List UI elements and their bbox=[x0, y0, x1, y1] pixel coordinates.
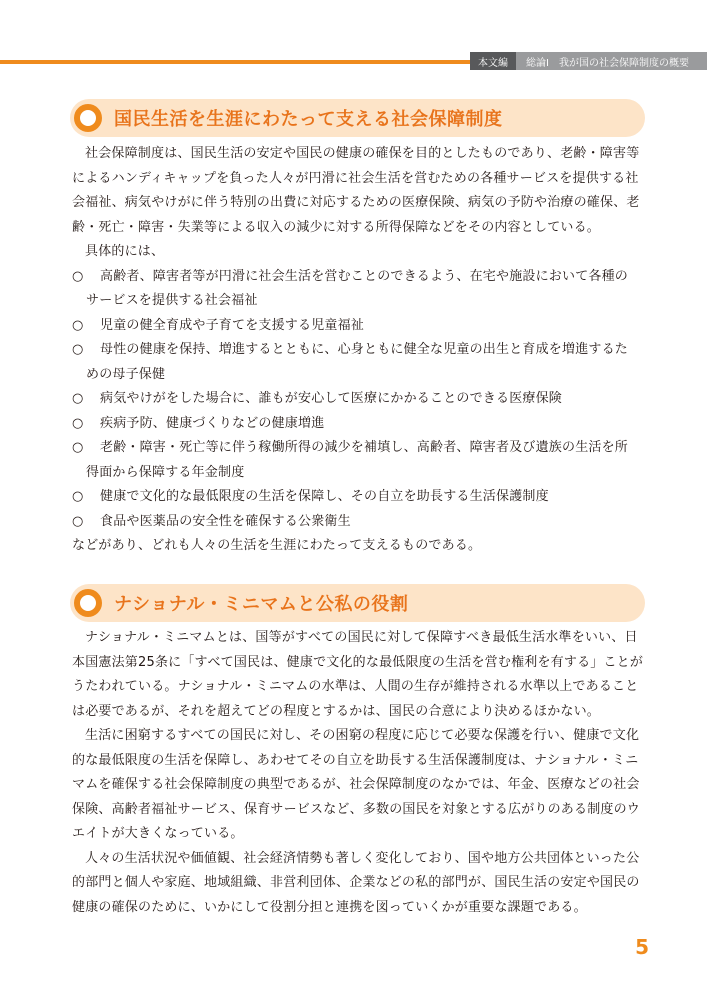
section-title: 国民生活を生涯にわたって支える社会保障制度 bbox=[114, 109, 503, 130]
circle-bullet-icon: ○ bbox=[72, 268, 84, 284]
running-header bbox=[470, 52, 707, 70]
closing-paragraph: などがあり、どれも人々の生活を生涯にわたって支えるものである。 bbox=[72, 538, 482, 553]
body-paragraph: 生活に困窮するすべての国民に対し、その困窮の程度に応じて必要な保護を行い、健康で文化的な最低限度の生活を保障し、あわせてその自立を助長する生活保護制度は、ナショナル・ミニマムを確保する社会保障制度の典型であるが、社会保障制度のなかでは、年金、医療などの社会保険、高齢者福祉サービス、保育サービスなど、多数の国民を対象とする広がりのある制度のウエイトが大きくなっている。 bbox=[72, 728, 640, 841]
circle-bullet-icon: ○ bbox=[72, 513, 84, 529]
circle-bullet-icon: ○ bbox=[72, 440, 84, 455]
list-item bbox=[72, 485, 644, 510]
list-item-text: 高齢者、障害者等が円滑に社会生活を営むことのできるよう、在宅や施設において各種の bbox=[100, 268, 629, 284]
list-item bbox=[72, 510, 644, 535]
section-heading-social-security bbox=[70, 99, 645, 137]
list-item bbox=[72, 436, 644, 461]
intro-paragraph: 社会保障制度は、国民生活の安定や国民の健康の確保を目的としたものであり、老齢・障害等によるハンディキャップを負った人々が円滑に社会生活を営むための各種サービスを提供する社会福祉、病気やけがに伴う特別の出費に対応するための医療保険、病気の予防や治療の確保、老齢・死亡・障害・失業等による収入の減少に対する所得保障などをその内容としている。 bbox=[72, 146, 640, 235]
list-item bbox=[72, 412, 644, 437]
circle-bullet-icon: ○ bbox=[72, 391, 84, 406]
list-item-text: 食品や医薬品の安全性を確保する公衆衛生 bbox=[100, 513, 351, 529]
orange-ring-icon bbox=[74, 589, 102, 617]
body-paragraph: 人々の生活状況や価値観、社会経済情勢も著しく変化しており、国や地方公共団体といった公的部門と個人や家庭、地域組織、非営利団体、企業などの私的部門が、国民生活の安定や国民の健康の確保のために、いかにして役割分担と連携を図っていくかが重要な課題である。 bbox=[72, 850, 640, 915]
lead-text: 具体的には、 bbox=[85, 244, 165, 259]
list-item-continuation: めの母子保健 bbox=[86, 366, 166, 382]
header-tab-main: 本文編 bbox=[470, 52, 516, 70]
circle-bullet-icon: ○ bbox=[72, 415, 84, 431]
list-item bbox=[72, 314, 644, 339]
list-item bbox=[72, 387, 644, 412]
list-item-text: 病気やけがをした場合に、誰もが安心して医療にかかることのできる医療保険 bbox=[100, 391, 563, 406]
list-item-text: 児童の健全育成や子育てを支援する児童福祉 bbox=[100, 317, 365, 333]
section-title: ナショナル・ミニマムと公私の役割 bbox=[114, 594, 409, 615]
section-heading-national-minimum bbox=[70, 584, 645, 622]
list-item-text: 健康で文化的な最低限度の生活を保障し、その自立を助長する生活保護制度 bbox=[100, 489, 549, 504]
list-item-text: 母性の健康を保持、増進するとともに、心身ともに健全な児童の出生と育成を増進するた bbox=[100, 342, 629, 357]
circle-bullet-icon: ○ bbox=[72, 342, 84, 357]
list-item-continuation: 得面から保障する年金制度 bbox=[86, 464, 245, 480]
list-item-text: 老齢・障害・死亡等に伴う稼働所得の減少を補填し、高齢者、障害者及び遺族の生活を所 bbox=[100, 440, 629, 455]
list-item-continuation: サービスを提供する社会福祉 bbox=[86, 293, 258, 308]
circle-bullet-icon: ○ bbox=[72, 489, 84, 504]
circle-bullet-icon: ○ bbox=[72, 317, 84, 333]
page-number: 5 bbox=[635, 935, 649, 959]
section-body-social-security bbox=[72, 142, 644, 559]
orange-ring-icon bbox=[74, 104, 102, 132]
header-tab-chapter: 総論Ⅰ 我が国の社会保障制度の概要 bbox=[516, 52, 707, 70]
list-item-text: 疾病予防、健康づくりなどの健康増進 bbox=[100, 415, 325, 431]
section-body-national-minimum bbox=[72, 626, 644, 920]
body-paragraph: ナショナル・ミニマムとは、国等がすべての国民に対して保障すべき最低生活水準をいい、日本国憲法第25条に「すべて国民は、健康で文化的な最低限度の生活を営む権利を有する」ことがうたわれている。ナショナル・ミニマムの水準は、人間の生存が維持される水準以上であることは必要であるが、それを超えてどの程度とするかは、国民の合意により決めるほかない。 bbox=[72, 630, 644, 719]
list-item bbox=[72, 265, 644, 290]
list-item bbox=[72, 338, 644, 363]
